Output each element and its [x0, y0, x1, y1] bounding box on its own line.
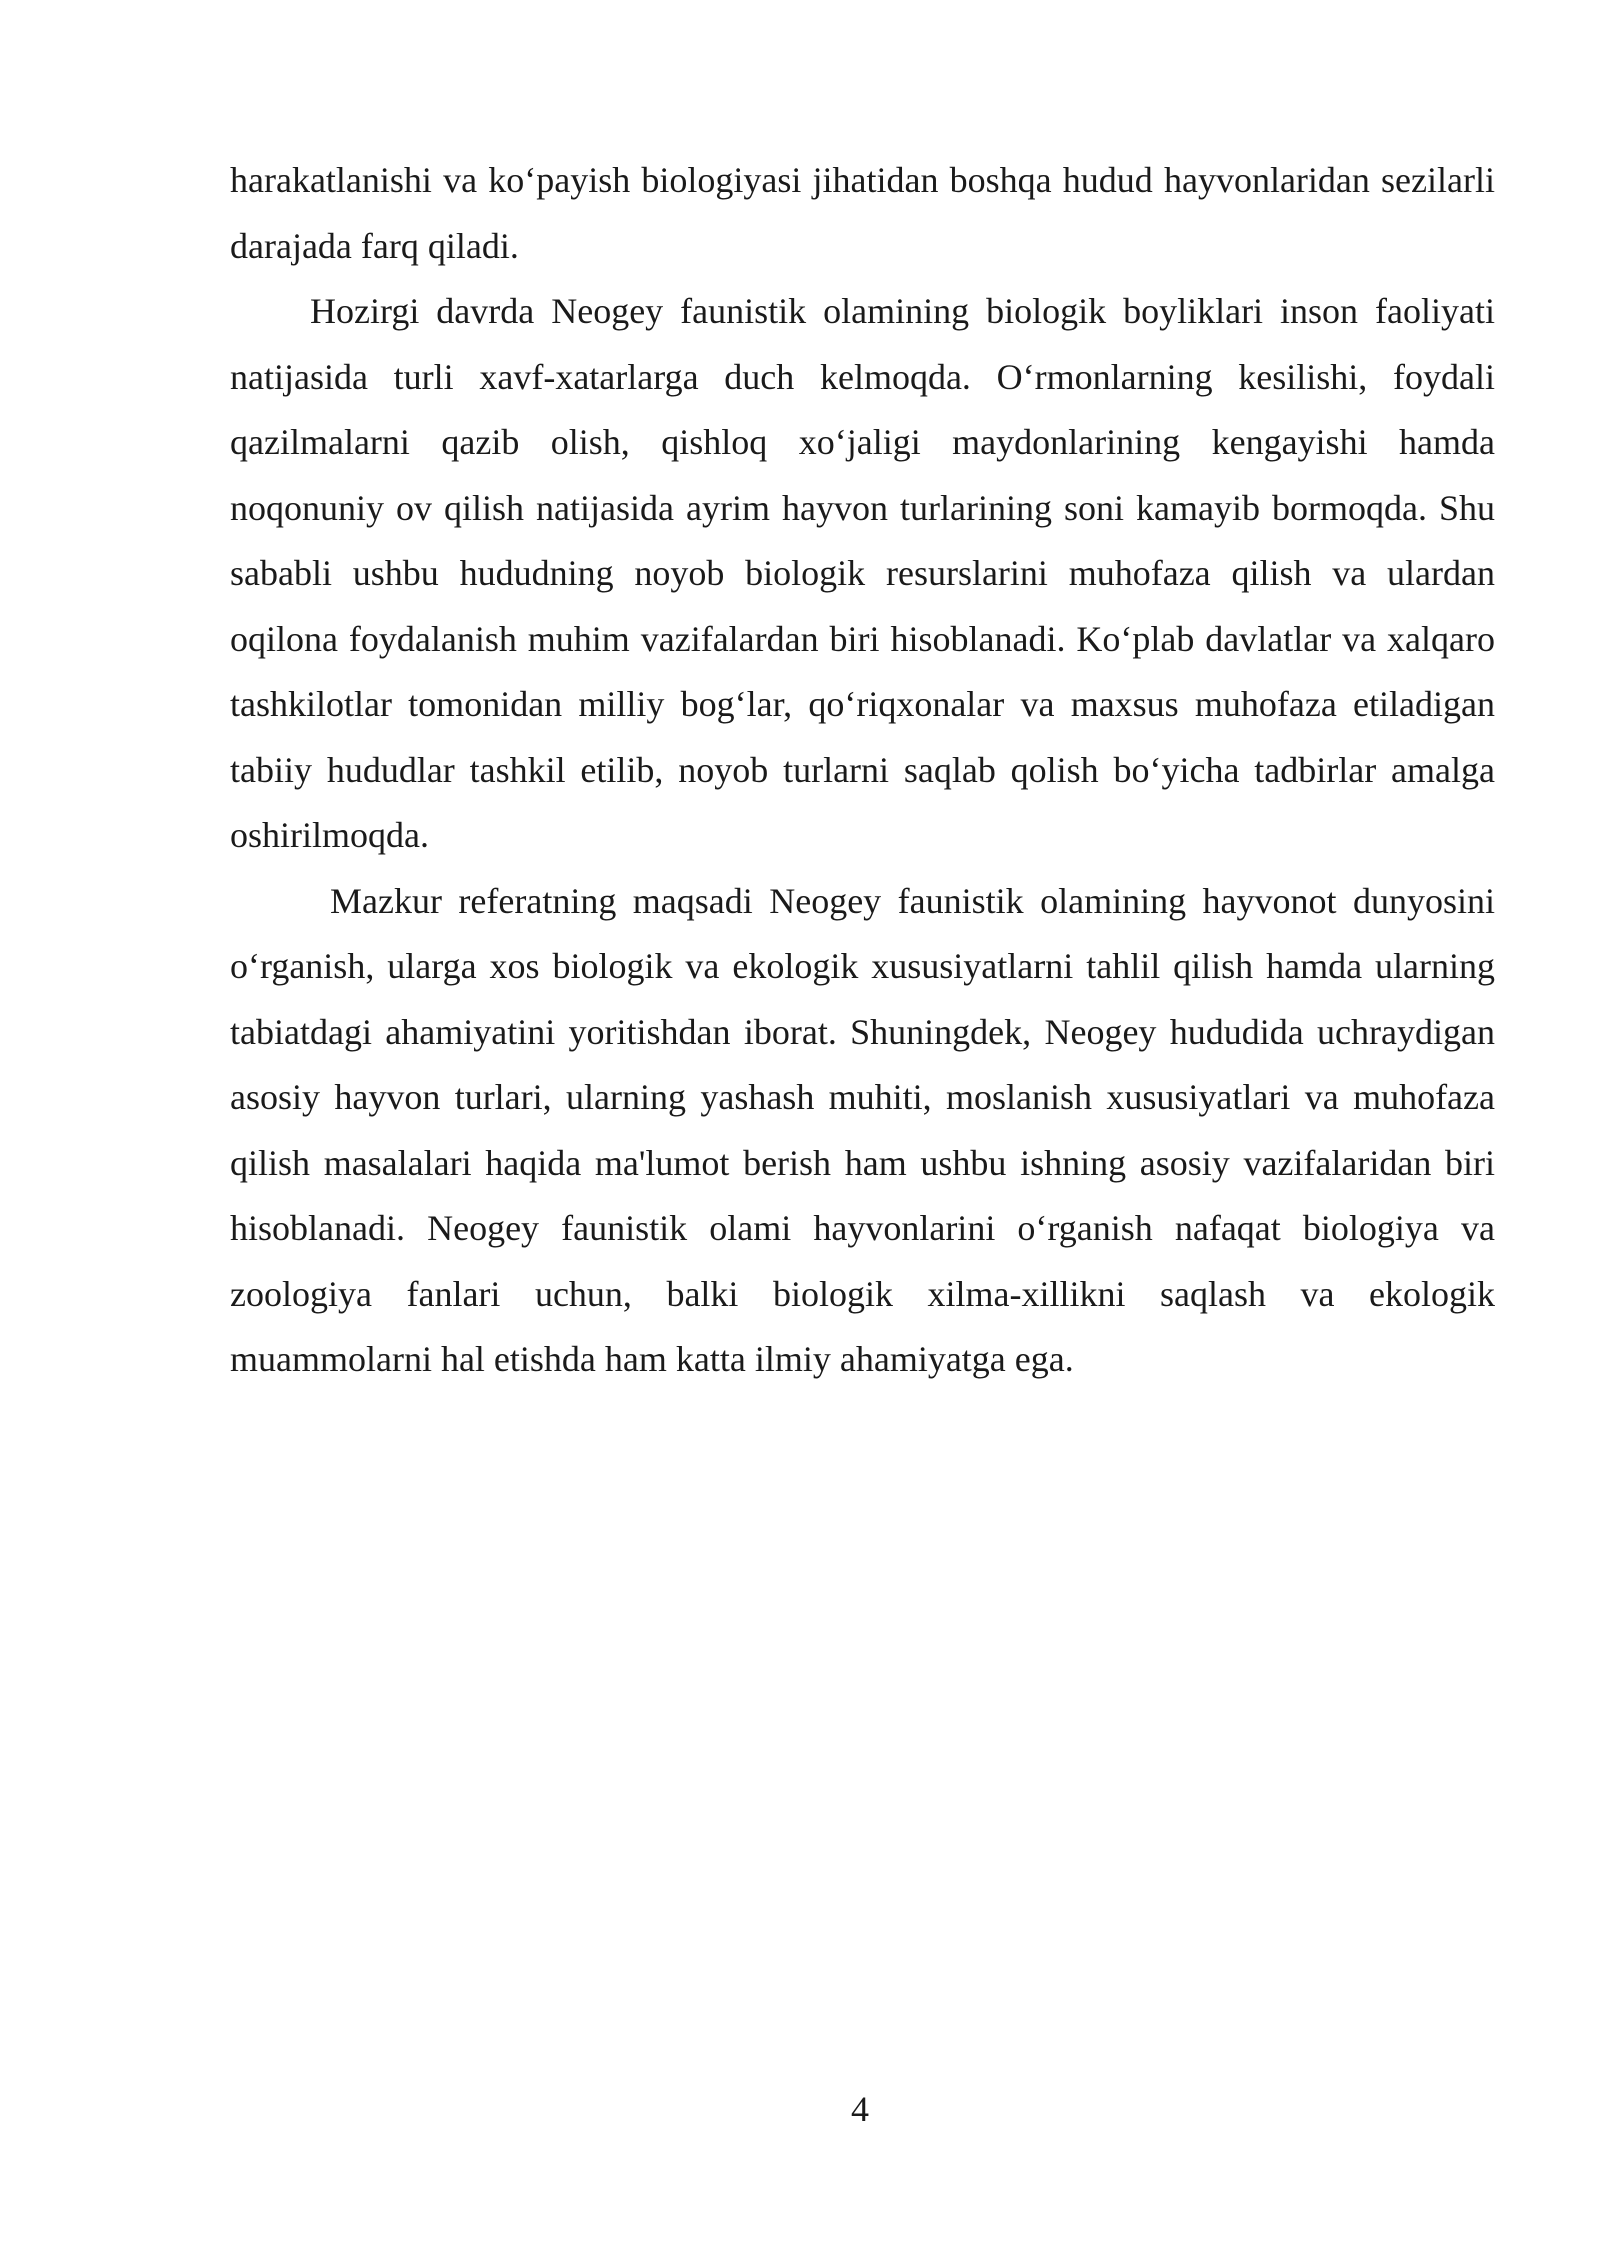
- body-text: [230, 148, 1495, 1393]
- paragraph-continuation: harakatlanishi va ko‘payish biologiyasi jihatidan boshqa hudud hayvonlaridan sezilarli darajada farq qiladi.: [230, 160, 1495, 266]
- paragraph-threats: Hozirgi davrda Neogey faunistik olamining biologik boyliklari inson faoliyati natijasida turli xavf-xatarlarga duch kelmoqda. O‘rmonlarning kesilishi, foydali qazilmalarni qazib olish, qishloq xo‘jaligi maydonlarining kengayishi hamda noqonuniy ov qilish natijasida ayrim hayvon turlarining soni kamayib bormoqda. Shu sababli ushbu hududning noyob biologik resurslarini muhofaza qilish va ulardan oqilona foydalanish muhim vazifalardan biri hisoblanadi. Ko‘plab davlatlar va xalqaro tashkilotlar tomonidan milliy bog‘lar, qo‘riqxonalar va maxsus muhofaza etiladigan tabiiy hududlar tashkil etilib, noyob turlarni saqlab qolish bo‘yicha tadbirlar amalga oshirilmoqda.: [230, 291, 1495, 855]
- page-number: 4: [851, 2089, 869, 2129]
- paragraph-purpose: Mazkur referatning maqsadi Neogey faunistik olamining hayvonot dunyosini o‘rganish, ularga xos biologik va ekologik xususiyatlarni tahlil qilish hamda ularning tabiatdagi ahamiyatini yoritishdan iborat. Shuningdek, Neogey hududida uchraydigan asosiy hayvon turlari, ularning yashash muhiti, moslanish xususiyatlari va muhofaza qilish masalalari haqida ma'lumot berish ham ushbu ishning asosiy vazifalaridan biri hisoblanadi. Neogey faunistik olami hayvonlarini o‘rganish nafaqat biologiya va zoologiya fanlari uchun, balki biologik xilma-xillikni saqlash va ekologik muammolarni hal etishda ham katta ilmiy ahamiyatga ega.: [230, 880, 1495, 1379]
